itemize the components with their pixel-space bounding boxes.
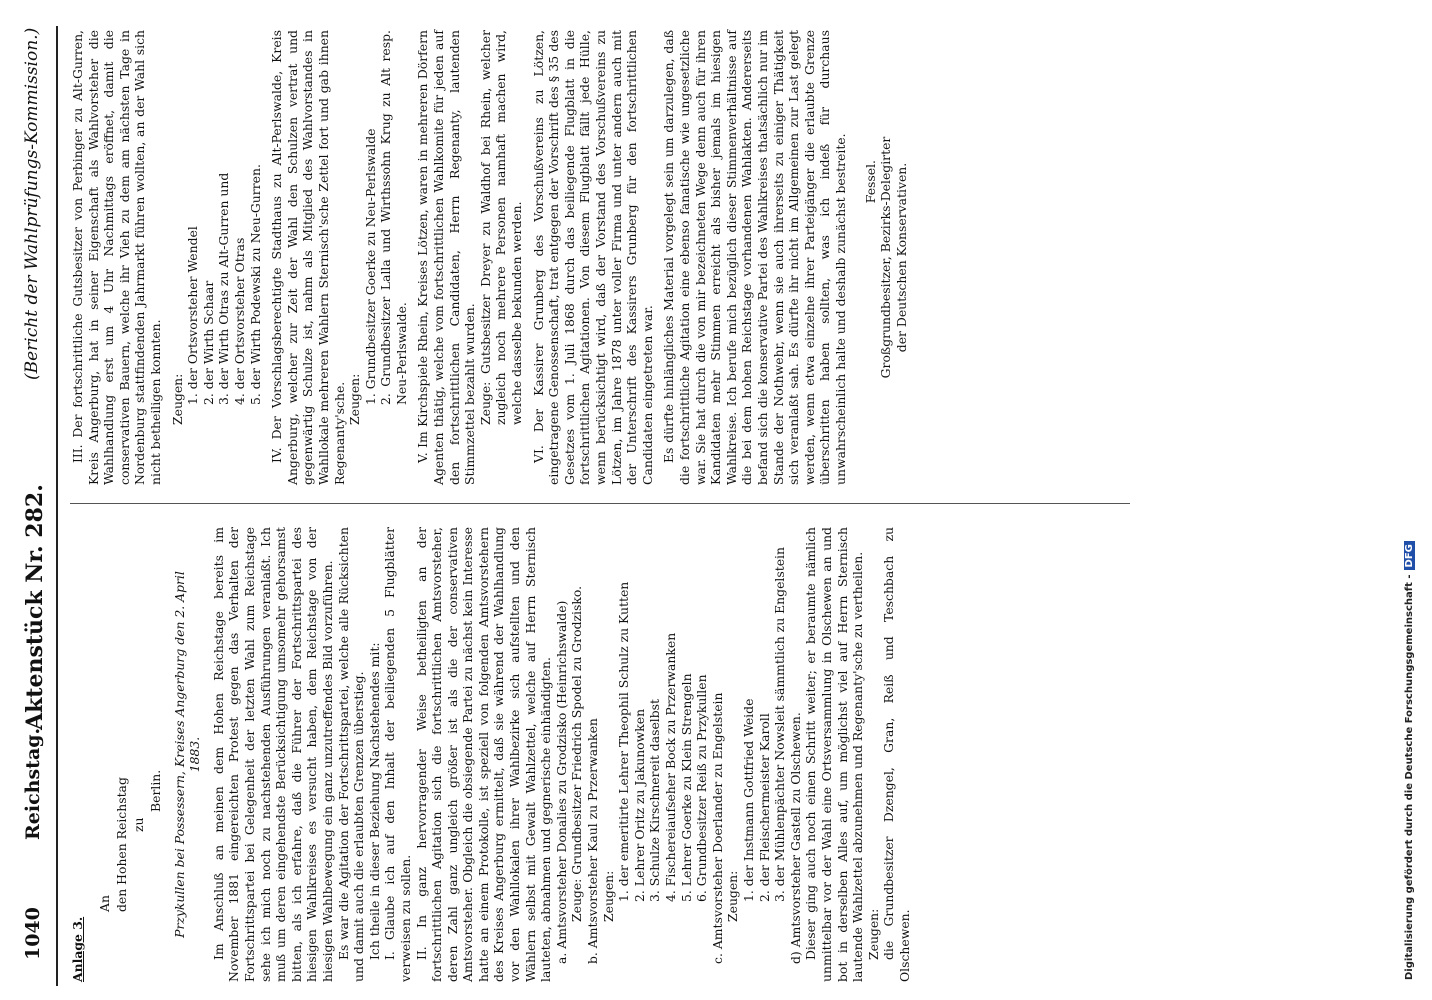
- witness-line: 2. der Fleischermeister Karoll: [756, 713, 772, 902]
- witness-label: Zeugen:: [347, 373, 363, 425]
- paragraph: IV. Der Vorschlagsberechtigte Stadthaus zu Alt-Perlswalde, Kreis Angerburg, welcher zur Zeit der Wahl den Schulzen vertrat und gegenwärtig Schulze ist, nahm als Mitglied des Wahlvorstandes in Wahllokale mehreren Wahlern Sternisch'sche Zettel fort und gab ihnen Regenanty'sche.: [269, 30, 347, 485]
- witness-line: 3. der Mühlenpächter Nowsleit sämmtlich zu Engelstein: [772, 547, 788, 902]
- dfg-logo: DFG: [1404, 541, 1415, 570]
- witness-line: 1. der Instmann Gottfried Weide: [740, 698, 756, 902]
- signature-name: Fessel.: [862, 160, 878, 204]
- paragraph: Im Anschluß an meinen dem Hohen Reichstage bereits im November 1881 eingereichten Protest gegen das Verhalten der Fortschrittspartei bei Gelegenheit der letzten Wahl zum Reichstage sehe ich mich noch zu nachstehenden Ausführungen veranlaßt. Ich muß um deren eingehendste Berücksichtigung umsomehr gehorsamst bitten, als ich erfahre, daß die Führer der Fortschrittspartei des hiesigen Wahlkreises es versucht haben, dem Reichstage von der hiesigen Wahlbewegung ein ganz unzutreffendes Bild vorzuführen.: [210, 527, 335, 982]
- witness-label: Zeugen:: [725, 870, 741, 922]
- address-line: den Hohen Reichstag: [113, 777, 129, 912]
- witness-line: 3. der Wirth Otras zu Alt-Gurren und: [216, 172, 232, 405]
- paragraph: V. Im Kirchspiele Rhein, Kreises Lötzen, waren in mehreren Dörfern Agenten thätig, welche vom fortschrittlichen Wahlkomite für jeden auf den fortschrittlichen Candidaten, Herrn Regenanty, lautenden Stimmzettel bezahlt wurden.: [415, 30, 478, 485]
- page-number: 1040: [22, 907, 44, 960]
- signature-title: der Deutschen Konservativen.: [893, 162, 909, 353]
- witness-line: 6. Grundbesitzer Reiß zu Przykullen: [694, 674, 710, 902]
- digitization-text: Digitalisierung gefördert durch die Deutsche Forschungsgemeinschaft -: [1404, 574, 1415, 980]
- paragraph: Ich theile in dieser Beziehung Nachstehendes mit:: [366, 642, 382, 960]
- witness-line: 1. Grundbesitzer Goerke zu Neu-Perlswalde: [362, 128, 378, 405]
- letter-title: Przykullen bei Possessern, Kreises Angerburg den 2. April 1883.: [171, 571, 203, 938]
- digitization-note: [1404, 541, 1415, 980]
- list-item: b. Amtsvorsteher Kaul zu Przerwanken: [585, 718, 601, 964]
- column-divider: [70, 503, 1130, 504]
- annex-label: Anlage 3.: [70, 916, 85, 982]
- paragraph: II. In ganz hervorragender Weise betheiligten an der fortschrittlichen Agitation sich die fortschrittlichen Amtsvorsteher, deren Zahl ganz ungleich größer ist als die der conservativen Amtsvorsteher. Obgleich die obsiegende Partei zu nächst kein Interesse hatte an einem Protokolle, ist speziell von folgenden Amtsvorstehern des Kreises Angerburg ermittelt, daß sie während der Wahlhandlung vor den Wahllokalen ihrer Wahlbezirke sich aufstellten und den Wählern selbst mit Gewalt Wahlzettel, welche auf Herrn Sternisch lauteten, abnahmen und gegnerische einhändigten.: [413, 527, 554, 982]
- witness-line: 5. Lehrer Goerke zu Klein Strengeln: [678, 673, 694, 902]
- address-line: zu: [130, 817, 146, 832]
- witness-line: 1. der Ortsvorsteher Wendel: [185, 226, 201, 405]
- witness-line: 1. der emeritirte Lehrer Theophil Schulz zu Kutten: [616, 581, 632, 902]
- paragraph: VI. Der Kassirer Grunberg des Vorschußvereins zu Lötzen, eingetragene Genossenschaft, trat entgegen der Vorschrift des § 35 des Gesetzes vom 1. Juli 1868 durch das beiliegende Flugblatt in die fortschrittlichen Agitationen. Von diesem Flugblatt fällt jede Hülle, wenn berücksichtigt wird, daß der Vorstand des Vorschußvereins zu Lötzen, im Jahre 1878 unter voller Firma und unter andern auch mit der Unterschrift des Kassirers Grunberg für den fortschrittlichen Candidaten eingetreten war.: [530, 30, 655, 485]
- paragraph: III. Der fortschrittliche Gutsbesitzer von Perbinger zu Alt-Gurren, Kreis Angerburg, hat in seiner Eigenschaft als Wahlvorsteher die Wahlhandlung erst um 4 Uhr Nachmittags eröffnet, damit die conservativen Bauern, welche ihr Vieh zu dem am nächsten Tage in Nordenburg stattfindenden Jahrmarkt führen wollten, an der Wahl sich nicht betheiligen konnten.: [70, 30, 163, 485]
- list-item: d) Amtsvorsteher Gastell zu Olschewen.: [787, 712, 803, 964]
- paragraph: I. Glaube ich auf den Inhalt der beiliegenden 5 Flugblätter verweisen zu sollen.: [382, 527, 413, 982]
- paragraph: Es war die Agitation der Fortschrittspartei, welche alle Rücksichten und damit auch die erlaubten Grenzen überstieg.: [335, 527, 367, 982]
- witness-label: Zeugen:: [169, 373, 185, 425]
- witness-line: 3. Schulze Kirschnereit daselbst: [647, 698, 663, 902]
- page-header: [20, 0, 60, 960]
- witness-line: 4. der Ortsvorsteher Otras: [231, 237, 247, 405]
- right-column: [70, 30, 909, 485]
- witness-label: Zeugen:: [600, 870, 616, 922]
- witness-line: 5. der Wirth Podewski zu Neu-Gurren.: [247, 164, 263, 405]
- witness-line: 4. Fischereiaufseher Bock zu Przerwanken: [663, 632, 678, 902]
- signature-title: Großgrundbesitzer, Bezirks-Delegirter: [878, 136, 894, 379]
- section-title: (Bericht der Wahlprüfungs-Kommission.): [22, 27, 42, 380]
- header-rule: [56, 26, 58, 986]
- witness-line: 2. der Wirth Schaar: [200, 280, 216, 405]
- witness-line: die Grundbesitzer Dzengel, Gran, Reiß und Teschbach zu Olschewen.: [881, 527, 912, 982]
- paragraph: Es dürfte hinlängliches Material vorgelegt sein um darzulegen, daß die fortschrittliche Agitation eine ebenso fanatische wie ungesetzliche war. Sie hat durch die von mir bezeichneten Wege denn auch für ihren Kandidaten mehr Stimmen erreicht als bisher jemals im hiesigen Wahlkreise. Ich berufe mich bezüglich dieser Stimmenverhältnisse auf die bei dem hohen Reichstage vorhandenen Wahlakten. Andererseits befand sich die konservative Partei des Wahlkreises thatsächlich nur im Stande der Nothwehr, wenn sie auch ihrerseits zu einiger Thätigkeit sich veranlaßt sah. Es dürfte ihr nicht im Allgemeinen zur Last gelegt werden, wenn etwa einzelne ihrer Parteigänger die erlaubte Grenze überschritten haben sollten, was ich indeß für durchaus unwahrscheinlich halte und deshalb zunächst bestreite.: [661, 30, 848, 485]
- witness-line: 2. Grundbesitzer Lalla und Wirthssohn Krug zu Alt resp. Neu-Perlswalde.: [378, 30, 409, 405]
- address-line: Berlin.: [147, 769, 163, 812]
- list-item: c. Amtsvorsteher Doerlander zu Engelstein: [709, 692, 725, 964]
- address-line: An: [96, 895, 112, 912]
- witness-line: Zeuge: Gutsbesitzer Dreyer zu Waldhof bei Rhein, welcher zugleich noch mehrere Personen namhaft machen wird, welche dasselbe bekunden werden.: [477, 30, 525, 425]
- paragraph: Dieser ging auch noch einen Schritt weiter; er beraumte nämlich unmittelbar vor der Wahl eine Ortsversammlung in Olschewen an und bot in derselben Alles auf, um möglichst viel auf Herrn Sternisch lautende Wahlzettel abzunehmen und Regenanty'sche zu vertheilen.: [803, 527, 866, 982]
- witness-line: 2. Lehrer Oritz zu Jakunowken: [631, 708, 647, 902]
- witness-label: Zeugen:: [865, 908, 881, 960]
- document-number: Aktenstück Nr. 282.: [22, 484, 48, 730]
- publication-name: Reichstag.: [22, 727, 44, 840]
- list-item: a. Amtsvorsteher Donalies zu Grodzisko (Heinrichswalde): [553, 600, 569, 964]
- witness-line: Zeuge: Grundbesitzer Friedrich Spodel zu Grodzisko.: [569, 585, 585, 922]
- left-column: [70, 527, 913, 982]
